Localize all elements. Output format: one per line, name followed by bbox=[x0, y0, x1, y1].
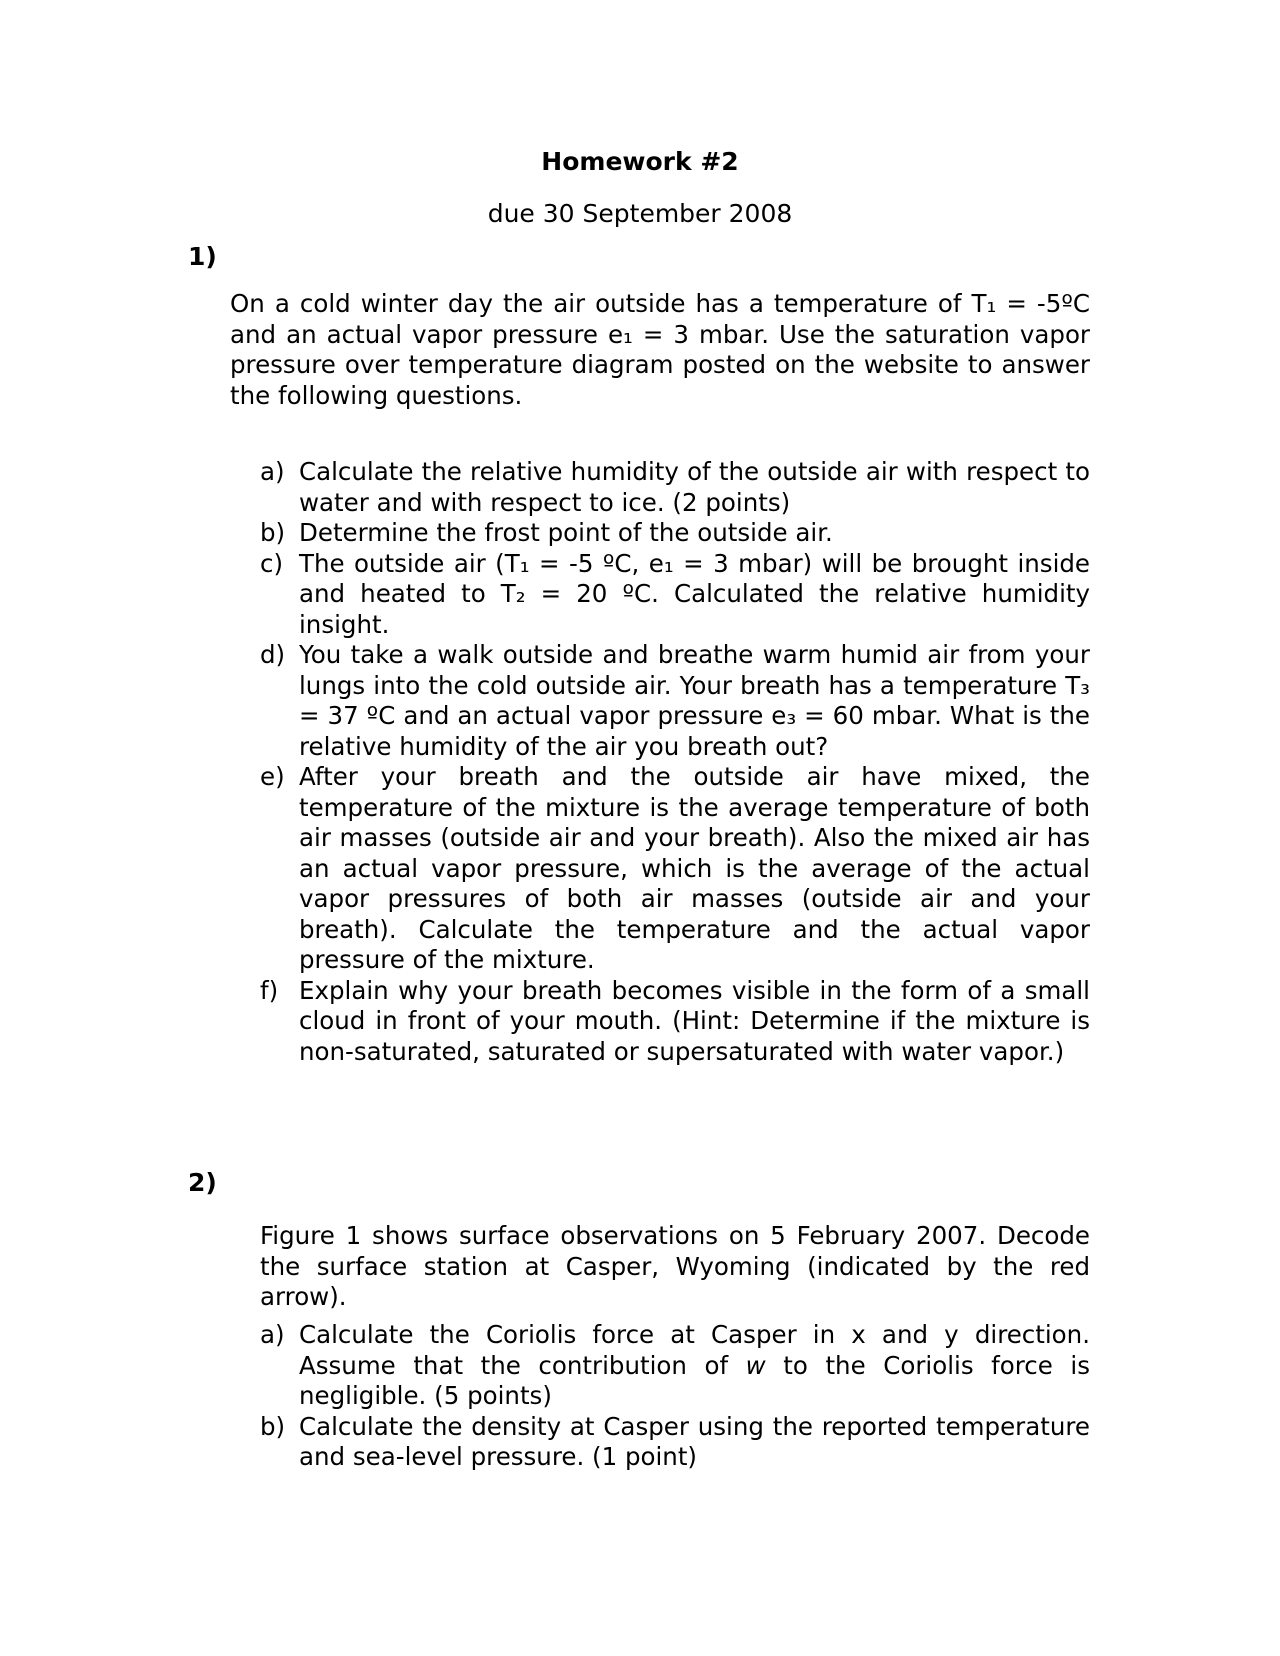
question-2-intro: Figure 1 shows surface observations on 5 February 2007. Decode the surface station at Casper, Wyoming (indicated by the red arrow). bbox=[260, 1221, 1090, 1311]
part-marker: c) bbox=[260, 548, 284, 578]
part-marker: a) bbox=[260, 457, 285, 486]
part-marker: f) bbox=[260, 975, 279, 1005]
question-2-number: 2) bbox=[188, 1168, 217, 1197]
part-text: The outside air (T₁ = -5 ºC, e₁ = 3 mbar) will be brought inside and heated to T₂ = 20 ºC. Calculated the relative humidity insight. bbox=[299, 548, 1090, 639]
question-1-part-f bbox=[260, 976, 1090, 1068]
question-2-part-a bbox=[260, 1320, 1090, 1412]
question-1-parts bbox=[260, 457, 1090, 1067]
question-2-part-b bbox=[260, 1412, 1090, 1473]
part-text: Calculate the density at Casper using the reported temperature and sea-level pressure. (1 point) bbox=[299, 1411, 1090, 1471]
question-1-part-e bbox=[260, 762, 1090, 976]
part-text: to the Coriolis force is negligible. (5 points) bbox=[299, 1350, 1090, 1410]
part-text: Explain why your breath becomes visible in the form of a small cloud in front of your mouth. (Hint: Determine if the mixture is non-saturated, saturated or supersaturated with water vapor.) bbox=[299, 975, 1090, 1066]
question-1-part-d bbox=[260, 640, 1090, 762]
part-marker: b) bbox=[260, 518, 286, 547]
part-marker: e) bbox=[260, 762, 285, 791]
part-marker: d) bbox=[260, 640, 286, 669]
part-marker: a) bbox=[260, 1320, 285, 1349]
part-text: Calculate the relative humidity of the outside air with respect to water and with respect to ice. (2 points) bbox=[299, 457, 1090, 517]
question-1-number: 1) bbox=[188, 242, 217, 271]
homework-title: Homework #2 bbox=[541, 147, 739, 176]
part-text: You take a walk outside and breathe warm humid air from your lungs into the cold outside air. Your breath has a temperature T₃ = 37 ºC and an actual vapor pressure e₃ = 60 mbar. What is the relative humidity of the air you breath out? bbox=[299, 640, 1090, 761]
question-1-part-a bbox=[260, 457, 1090, 518]
part-text: Calculate the Coriolis force at Casper in x and y direction. Assume that the contribution of bbox=[299, 1320, 1090, 1380]
question-2-parts bbox=[260, 1320, 1090, 1473]
question-1-intro: On a cold winter day the air outside has a temperature of T₁ = -5ºC and an actual vapor pressure e₁ = 3 mbar. Use the saturation vapor pressure over temperature diagram posted on the website to answer the following questions. bbox=[230, 289, 1090, 410]
due-date: due 30 September 2008 bbox=[487, 199, 793, 228]
part-text: Determine the frost point of the outside air. bbox=[299, 518, 833, 547]
part-marker: b) bbox=[260, 1411, 286, 1441]
question-1-part-c bbox=[260, 549, 1090, 641]
part-text-variable: w bbox=[745, 1350, 766, 1380]
question-1-part-b bbox=[260, 518, 1090, 549]
part-text: After your breath and the outside air have mixed, the temperature of the mixture is the average temperature of both air masses (outside air and your breath). Also the mixed air has an actual vapor pressure, which is the average of the actual vapor pressures of both air masses (outside air and your breath). Calculate the temperature and the actual vapor pressure of the mixture. bbox=[299, 762, 1090, 974]
